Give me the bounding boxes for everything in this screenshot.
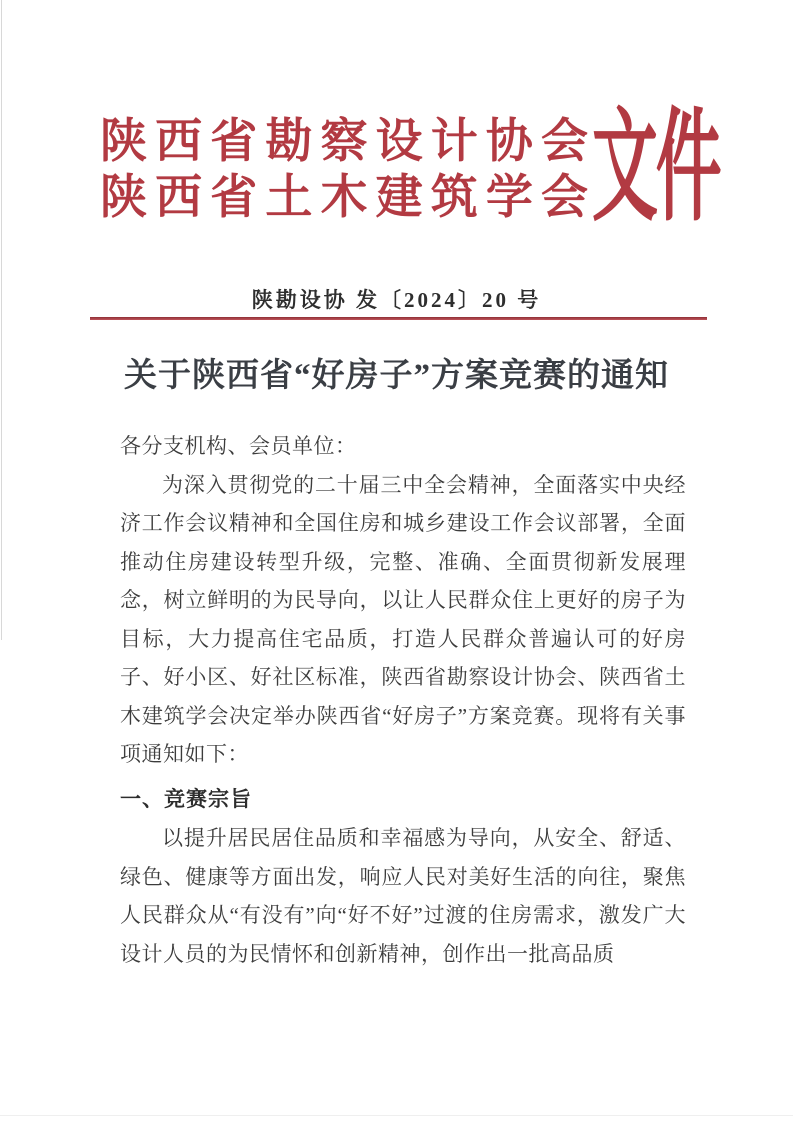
document-title: 关于陕西省“好房子”方案竞赛的通知 [124,358,669,394]
scan-artifact-left-edge [1,0,2,640]
section-1-heading: 一、竞赛宗旨 [120,787,252,811]
document-body [120,427,686,973]
org-name-line2: 陕 西 省 土 木 建 筑 学 会 [100,172,588,224]
org-name-line1: 陕 西 省 勘 察 设 计 协 会 [100,116,588,168]
document-reference-number: 陕勘设协 发〔2024〕20 号 [251,288,542,312]
salutation-line: 各分支机构、会员单位： [120,434,357,458]
document-word-wenjian: 文件 [592,101,720,236]
intro-paragraph: 为深入贯彻党的二十届三中全会精神，全面落实中央经济工作会议精神和全国住房和城乡建设工作会议部署，全面推动住房建设转型升级，完整、准确、全面贯彻新发展理念，树立鲜明的为民导向，以让人民群众住上更好的房子为目标，大力提高住宅品质，打造人民群众普遍认可的好房子、好小区、好社区标准，陕西省勘察设计协会、陕西省土木建筑学会决定举办陕西省“好房子”方案竞赛。现将有关事项通知如下： [120,472,686,766]
scan-artifact-bottom-edge [0,1115,793,1116]
section-1-paragraph: 以提升居民居住品质和幸福感为导向，从安全、舒适、绿色、健康等方面出发，响应人民对美好生活的向往，聚焦人民群众从“有没有”向“好不好”过渡的住房需求，激发广大设计人员的为民情怀和创新精神，创作出一批高品质 [120,826,686,966]
issuing-organizations [100,114,588,226]
red-letterhead [100,101,720,236]
red-divider-rule [90,317,707,320]
